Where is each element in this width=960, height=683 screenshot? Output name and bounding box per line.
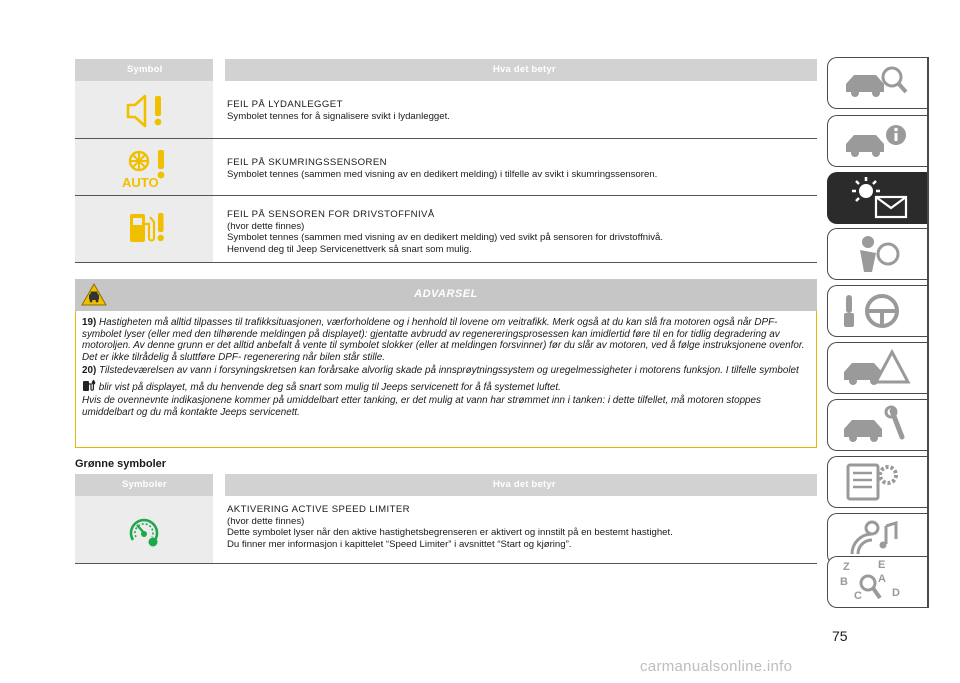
specs-gear-icon: [842, 461, 908, 503]
warning-item-20: [82, 363, 812, 395]
index-letter: A: [878, 573, 886, 585]
index-letter: D: [892, 587, 900, 599]
index-letter: B: [840, 576, 848, 588]
page-number: 75: [832, 628, 848, 644]
speed-limiter-icon: [127, 514, 161, 548]
warning-paragraph: Hastigheten må alltid tilpasses til trafikksituasjonen, værforholdene og i henhold til lovene om veitrafikk. Merk også at du kan slå fra motoren også når DPF-symbolet lyser (eller med den tilhørende meldingen på displayet): gjentatte avbrudd av regenereringsprosessen kan imidlertid føre til en for tidlig degradering av motoroljen. Av denne grunn er det alltid anbefalt å vente til symbolet slokker (eller at meldingen forsvinner) før du slår av motoren, ved å følge instruksjonene ovenfor. Det er ikke tilrådelig å sluttføre DPF- regenerering når bilen står stille.: [82, 317, 805, 363]
multimedia-icon: [842, 518, 908, 560]
row-line: Symbolet tennes (sammen med visning av en dedikert melding) ved svikt på sensoren for drivstoffnivå.: [227, 232, 664, 244]
row-text: [227, 209, 812, 255]
car-search-icon: [840, 64, 912, 102]
table2-col-meaning: Hva det betyr: [493, 479, 556, 490]
chapter-tab-car-info[interactable]: [827, 115, 929, 167]
key-steering-wheel-icon: [842, 291, 908, 331]
warning-body: [75, 311, 817, 448]
airbag-person-icon: [846, 234, 906, 274]
car-wrench-icon: [840, 405, 912, 445]
warning-number: 20): [82, 365, 97, 376]
audio-fault-icon: [125, 93, 167, 129]
table2-header-gap: [213, 474, 225, 496]
chapter-tab-car-search[interactable]: [827, 57, 929, 109]
row-line: (hvor dette finnes): [227, 515, 305, 527]
warning-paragraph: blir vist på displayet, må du henvende deg så snart som mulig til Jeeps servicenett for å få systemet luftet.: [98, 381, 561, 393]
row-title: FEIL PÅ SENSOREN FOR DRIVSTOFFNIVÅ: [227, 209, 435, 220]
row-title: FEIL PÅ LYDANLEGGET: [227, 99, 343, 110]
chapter-tab-driving[interactable]: [827, 285, 929, 337]
chapter-tab-safety[interactable]: [827, 228, 929, 280]
row-line: Symbolet tennes (sammen med visning av en dedikert melding) i tilfelle av svikt i skumringssensoren.: [227, 168, 658, 180]
table-row: [75, 196, 817, 263]
warning-text: [82, 317, 812, 418]
row-title: FEIL PÅ SKUMRINGSSENSOREN: [227, 157, 387, 168]
row-line: Symbolet tennes for å signalisere svikt i lydanlegget.: [227, 110, 450, 122]
chapter-tab-emergency[interactable]: [827, 342, 929, 394]
row-line: Henvend deg til Jeep Servicenettverk så snart som mulig.: [227, 243, 472, 255]
chapter-tab-technical-data[interactable]: [827, 456, 929, 508]
symbol-cell: [75, 81, 213, 138]
car-warning-triangle-icon: [840, 348, 912, 388]
table-row: [75, 81, 817, 139]
table1-header: [75, 59, 817, 81]
car-info-icon: [840, 122, 912, 160]
magnifier-icon: [858, 573, 882, 601]
row-text: [227, 99, 812, 122]
warning-header: [75, 279, 817, 311]
index-letter: E: [878, 559, 886, 571]
auto-label: AUTO: [122, 175, 159, 190]
warning-item-19: [82, 317, 812, 363]
row-title: AKTIVERING ACTIVE SPEED LIMITER: [227, 504, 410, 515]
warning-paragraph: Tilstedeværelsen av vann i forsyningskretsen kan forårsake alvorlig skade på innsprøytningssystem og uregelmessigheter i motorens funksjon. I tilfelle symbolet: [99, 365, 799, 376]
chapter-tab-lights-messages[interactable]: [827, 172, 929, 224]
section-title: Grønne symboler: [75, 458, 167, 470]
row-line: Du finner mer informasjon i kapittelet “Speed Limiter” i avsnittet “Start og kjøring”.: [227, 538, 572, 550]
table-row: [75, 139, 817, 196]
symbol-cell: [75, 139, 213, 195]
fuel-sensor-fault-icon: [127, 210, 167, 248]
warning-light-message-icon: [840, 177, 916, 219]
warning-item-20-cont: Hvis de ovennevnte indikasjonene kommer på umiddelbart etter tanking, er det mulig at vann har strømmet inn i tanken: i dette tilfellet, må motoren stoppes umiddelbart og du må kontakte Jeeps servicenett.: [82, 395, 761, 418]
chapter-tab-index[interactable]: [827, 556, 929, 608]
water-in-fuel-icon: [82, 379, 96, 392]
twilight-sensor-fault-icon: [119, 147, 171, 191]
index-letter: Z: [843, 561, 850, 573]
table-row: [75, 496, 817, 564]
table1-col-meaning: Hva det betyr: [493, 64, 556, 75]
row-line: Dette symbolet lyser når den aktive hastighetsbegrenseren er aktivert og innstilt på en bestemt hastighet.: [227, 527, 673, 539]
symbol-cell: [75, 196, 213, 262]
chapter-tab-maintenance[interactable]: [827, 399, 929, 451]
table1-col-symbol: Symbol: [127, 64, 163, 75]
index-letter: C: [854, 590, 862, 602]
footer-watermark: carmanualsonline.info: [640, 658, 793, 675]
warning-title: ADVARSEL: [414, 288, 478, 300]
table2-header: [75, 474, 817, 496]
row-line: (hvor dette finnes): [227, 220, 305, 232]
row-text: [227, 504, 812, 550]
warning-number: 19): [82, 317, 97, 328]
side-rail: [927, 57, 929, 608]
index-letters: [840, 559, 910, 605]
table2-col-symbol: Symboler: [122, 479, 167, 490]
row-text: [227, 157, 812, 180]
symbol-cell: [75, 496, 213, 563]
table1-header-gap: [213, 59, 225, 81]
